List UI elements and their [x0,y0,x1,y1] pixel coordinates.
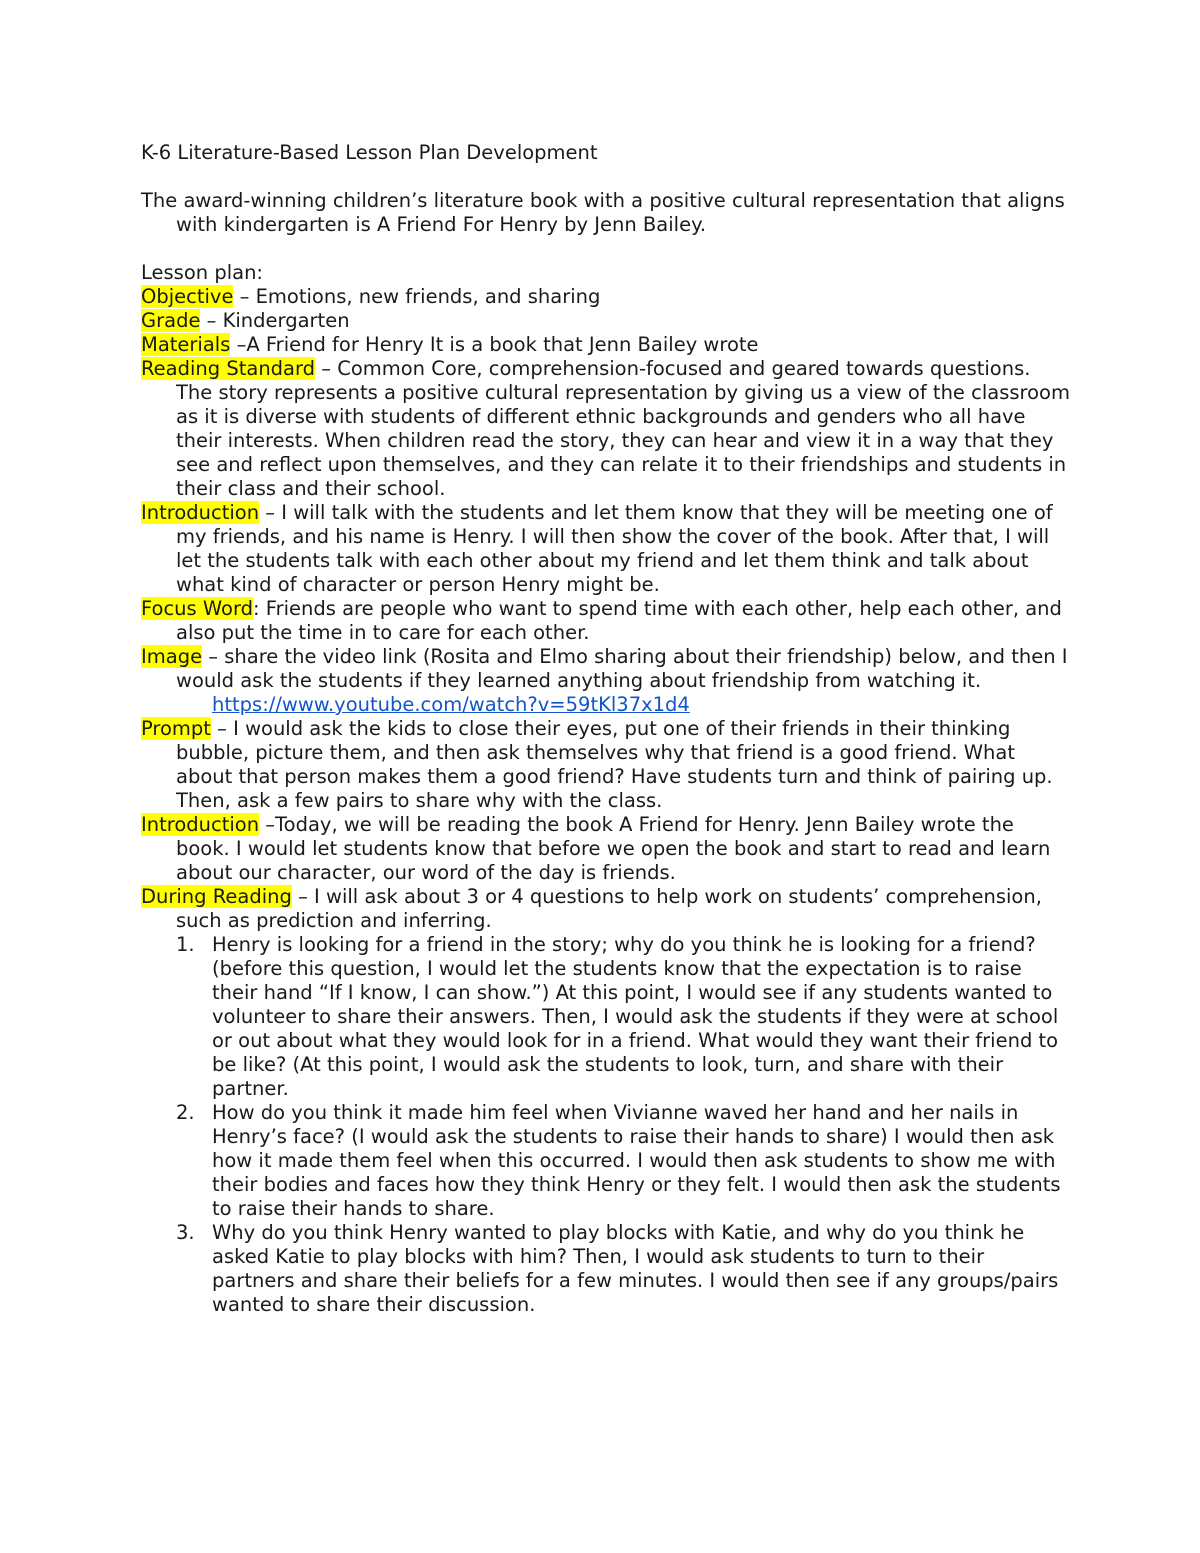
blank-line [141,237,1071,261]
grade-label: Grade [141,309,201,332]
image-text: – share the video link (Rosita and Elmo sharing about their friendship) below, and then I would ask the students if they learned anything about friendship from watching it. [176,645,1068,692]
section-during-reading [141,885,1071,933]
introduction-1-label: Introduction [141,501,260,524]
question-item [141,933,1071,1101]
objective-text: – Emotions, new friends, and sharing [233,285,601,308]
question-item [141,1221,1071,1317]
section-prompt [141,717,1071,813]
video-link-row [141,693,1071,717]
blank-line [141,165,1071,189]
grade-text: – Kindergarten [200,309,350,332]
section-reading-standard [141,357,1071,501]
prompt-text: – I would ask the kids to close their eyes, put one of their friends in their thinking bubble, picture them, and then ask themselves why that friend is a good friend. What about that person makes them a good friend? Have students turn and think of pairing up. Then, ask a few pairs to share why with the class. [176,717,1053,812]
objective-label: Objective [141,285,234,308]
section-image [141,645,1071,693]
question-text: Why do you think Henry wanted to play blocks with Katie, and why do you think he asked Katie to play blocks with him? Then, I would ask students to turn to their partners and share their beliefs for a few minutes. I would then see if any groups/pairs wanted to share their discussion. [212,1221,1059,1316]
intro-paragraph: The award-winning children’s literature book with a positive cultural representation that aligns with kindergarten is A Friend For Henry by Jenn Bailey. [141,189,1065,236]
question-list [141,933,1071,1317]
lesson-plan-heading: Lesson plan: [141,261,263,284]
document-page [141,141,1071,1317]
question-number: 3. [176,1221,195,1244]
during-reading-label: During Reading [141,885,292,908]
materials-label: Materials [141,333,231,356]
focus-word-label: Focus Word [141,597,254,620]
section-materials [141,333,1071,357]
during-reading-text: – I will ask about 3 or 4 questions to help work on students’ comprehension, such as prediction and inferring. [176,885,1042,932]
section-objective [141,285,1071,309]
question-number: 1. [176,933,195,956]
document-title: K-6 Literature-Based Lesson Plan Development [141,141,598,164]
question-number: 2. [176,1101,195,1124]
question-text: How do you think it made him feel when Vivianne waved her hand and her nails in Henry’s face? (I would ask the students to raise their hands to share) I would then ask how it made them feel when this occurred. I would then ask students to show me with their bodies and faces how they think Henry or they felt. I would then ask the students to raise their hands to share. [212,1101,1061,1220]
section-grade [141,309,1071,333]
focus-word-text: : Friends are people who want to spend time with each other, help each other, and also put the time in to care for each other. [176,597,1062,644]
section-introduction-1 [141,501,1071,597]
introduction-2-text: –Today, we will be reading the book A Friend for Henry. Jenn Bailey wrote the book. I would let students know that before we open the book and start to read and learn about our character, our word of the day is friends. [176,813,1051,884]
video-link[interactable]: https://www.youtube.com/watch?v=59tKl37x1d4 [212,693,690,716]
introduction-1-text: – I will talk with the students and let them know that they will be meeting one of my friends, and his name is Henry. I will then show the cover of the book. After that, I will let the students talk with each other about my friend and let them think and talk about what kind of character or person Henry might be. [176,501,1053,596]
prompt-label: Prompt [141,717,211,740]
reading-standard-label: Reading Standard [141,357,316,380]
introduction-2-label: Introduction [141,813,260,836]
section-focus-word [141,597,1071,645]
question-text: Henry is looking for a friend in the story; why do you think he is looking for a friend? (before this question, I would let the students know that the expectation is to raise their hand “If I know, I can show.”) At this point, I would see if any students wanted to volunteer to share their answers. Then, I would ask the students if they were at school or out about what they would look for in a friend. What would they want their friend to be like? (At this point, I would ask the students to look, turn, and share with their partner. [212,933,1059,1100]
section-introduction-2 [141,813,1071,885]
image-label: Image [141,645,203,668]
reading-standard-text: – Common Core, comprehension-focused and geared towards questions. The story represents a positive cultural representation by giving us a view of the classroom as it is diverse with students of different ethnic backgrounds and genders who all have their interests. When children read the story, they can hear and view it in a way that they see and reflect upon themselves, and they can relate it to their friendships and students in their class and their school. [176,357,1070,500]
question-item [141,1101,1071,1221]
materials-text: –A Friend for Henry It is a book that Jenn Bailey wrote [230,333,759,356]
